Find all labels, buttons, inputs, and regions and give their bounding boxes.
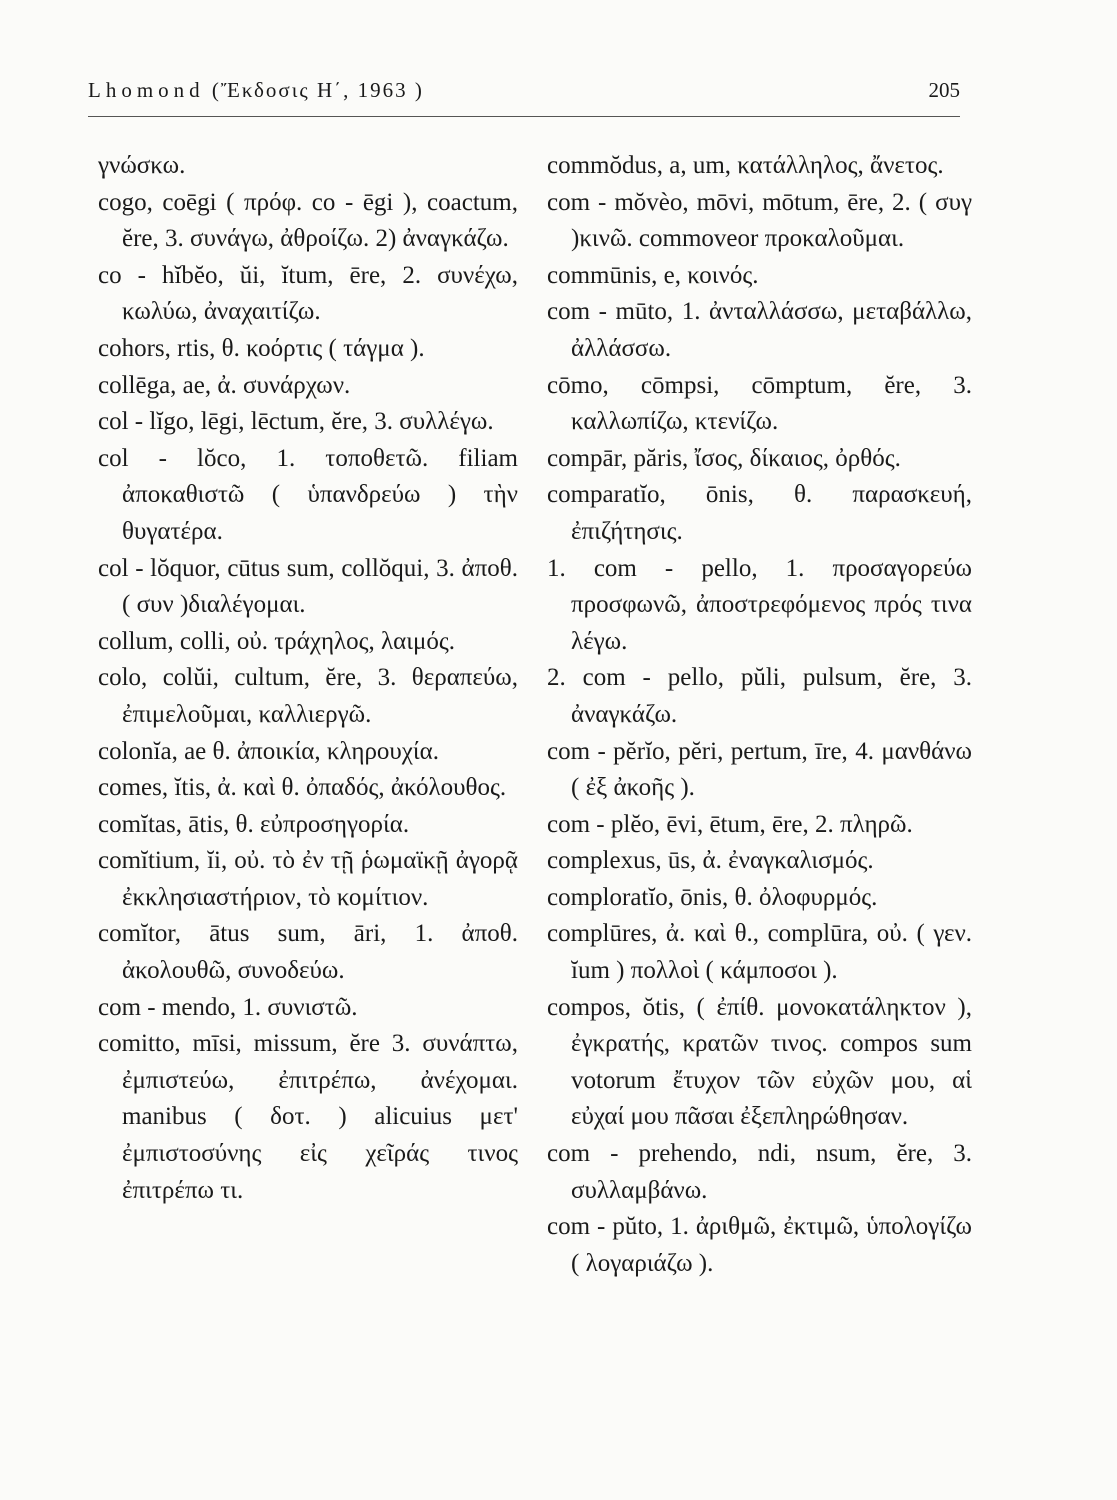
dictionary-entry: commŏdus, a, um, κατάλληλος, ἄνετος. bbox=[547, 152, 944, 179]
dictionary-entry: comparatĭo, ōnis, θ. παρασκευή, ἐπιζήτησις. bbox=[547, 481, 972, 545]
header-author: Lhomond bbox=[88, 78, 205, 102]
dictionary-entry: com - pĕrĭo, pĕri, pertum, īre, 4. μανθάνω ( ἐξ ἀκοῆς ). bbox=[547, 737, 972, 802]
dictionary-entry: comitto, mīsi, missum, ĕre 3. συνάπτω, ἐμπιστεύω, ἐπιτρέπω, ἀνέχομαι. manibus ( δοτ. ) alicuius μετ' ἐμπιστοσύνης εἰς χεῖράς τινος ἐπιτρέπω τι. bbox=[98, 1030, 518, 1204]
dictionary-entry: cohors, rtis, θ. κοόρτις ( τάγμα ). bbox=[98, 334, 425, 362]
dictionary-entry: col - lĭgo, lēgi, lēctum, ĕre, 3. συλλέγω. bbox=[98, 408, 494, 436]
header-edition: (Ἔκδοσις Η΄, 1963 ) bbox=[211, 78, 424, 102]
dictionary-entry: com - plĕo, ēvi, ētum, ēre, 2. πληρῶ. bbox=[547, 810, 913, 838]
dictionary-entry: colonĭa, ae θ. ἀποικία, κληρουχία. bbox=[98, 737, 439, 765]
header-title bbox=[88, 78, 424, 103]
dictionary-entry: co - hĭbĕo, ŭi, ĭtum, ēre, 2. συνέχω, κωλύω, ἀναχαιτίζω. bbox=[98, 261, 518, 326]
dictionary-entry: complūres, ἀ. καὶ θ., complūra, οὐ. ( γεν. ĭum ) πολλοὶ ( κάμποσοι ). bbox=[547, 920, 972, 985]
dictionary-entry: com - pŭto, 1. ἀριθμῶ, ἐκτιμῶ, ὑπολογίζω ( λογαριάζω ). bbox=[547, 1213, 972, 1277]
left-column bbox=[98, 148, 518, 1209]
dictionary-entry: γνώσκω. bbox=[98, 152, 186, 179]
running-header bbox=[88, 78, 960, 108]
dictionary-entry: com - mŏvèo, mōvi, mōtum, ēre, 2. ( συγ )κινῶ. commoveor προκαλοῦμαι. bbox=[547, 188, 972, 253]
dictionary-entry: collēga, ae, ἀ. συνάρχων. bbox=[98, 371, 351, 399]
dictionary-entry: com - mendo, 1. συνιστῶ. bbox=[98, 993, 358, 1021]
dictionary-entry: comĭtor, ātus sum, āri, 1. ἀποθ. ἀκολουθῶ, συνοδεύω. bbox=[98, 920, 518, 985]
dictionary-entry: 2. com - pello, pŭli, pulsum, ĕre, 3. ἀναγκάζω. bbox=[547, 664, 972, 728]
dictionary-entry: compār, păris, ἴσος, δίκαιος, ὀρθός. bbox=[547, 444, 901, 472]
dictionary-entry: com - mūto, 1. ἀνταλλάσσω, μεταβάλλω, ἀλλάσσω. bbox=[547, 298, 972, 362]
dictionary-entry: colo, colŭi, cultum, ĕre, 3. θεραπεύω, ἐπιμελοῦμαι, καλλιεργῶ. bbox=[98, 664, 518, 728]
dictionary-entry: comes, ĭtis, ἀ. καὶ θ. ὀπαδός, ἀκόλουθος. bbox=[98, 774, 507, 802]
dictionary-entry: col - lŏco, 1. τοποθετῶ. filiam ἀποκαθιστῶ ( ὑπανδρεύω ) τὴν θυγατέρα. bbox=[98, 444, 518, 545]
dictionary-entry: complexus, ūs, ἀ. ἐναγκαλισμός. bbox=[547, 847, 874, 875]
dictionary-entry: cōmo, cōmpsi, cōmptum, ĕre, 3. καλλωπίζω, κτενίζω. bbox=[547, 371, 972, 436]
dictionary-entry: commūnis, e, κοινός. bbox=[547, 261, 759, 289]
dictionary-entry: 1. com - pello, 1. προσαγορεύω προσφωνῶ, ἀποστρεφόμενος πρός τινα λέγω. bbox=[547, 554, 972, 655]
dictionary-entry: compos, ŏtis, ( ἐπίθ. μονοκατάληκτον ), ἐγκρατής, κρατῶν τινος. compos sum votorum ἔτυχον τῶν εὐχῶν μου, αἱ εὐχαί μου πᾶσαι ἐξεπληρώθησαν. bbox=[547, 993, 972, 1131]
dictionary-entry: comĭtas, ātis, θ. εὐπροσηγορία. bbox=[98, 810, 410, 838]
dictionary-entry: comĭtium, ĭi, οὐ. τὸ ἐν τῇ ῥωμαϊκῇ ἀγορᾷ ἐκκλησιαστήριον, τὸ κομίτιον. bbox=[98, 847, 518, 911]
page-number: 205 bbox=[928, 78, 960, 102]
dictionary-entry: col - lŏquor, cūtus sum, collŏqui, 3. ἀποθ. ( συν )διαλέγομαι. bbox=[98, 554, 518, 619]
dictionary-entry: com - prehendo, ndi, nsum, ĕre, 3. συλλαμβάνω. bbox=[547, 1140, 972, 1204]
dictionary-entry: comploratĭo, ōnis, θ. ὀλοφυρμός. bbox=[547, 883, 878, 911]
dictionary-entry: collum, colli, οὐ. τράχηλος, λαιμός. bbox=[98, 627, 456, 655]
dictionary-entry: cogo, coēgi ( πρόφ. co - ēgi ), coactum, ĕre, 3. συνάγω, ἀθροίζω. 2) ἀναγκάζω. bbox=[98, 188, 518, 253]
right-column bbox=[547, 148, 972, 1282]
header-rule bbox=[88, 116, 960, 117]
